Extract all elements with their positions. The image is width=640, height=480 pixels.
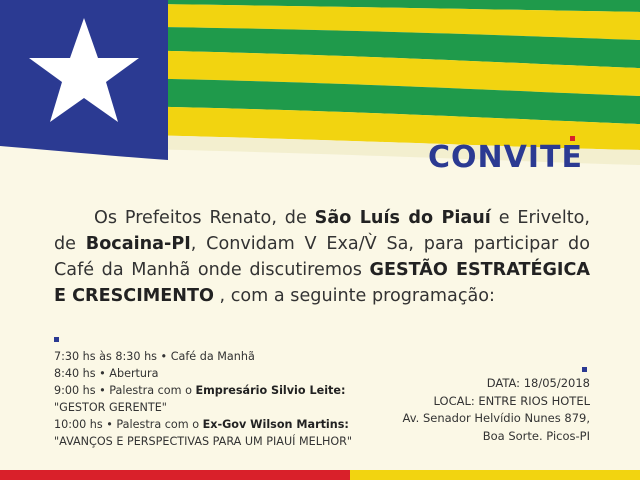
speaker-silvio: Empresário Silvio Leite: [195, 384, 346, 397]
event-theme: GESTÃO ESTRATÉGICA E CRESCIMENTO [54, 260, 590, 306]
event-city: Boa Sorte. Picos-PI [482, 428, 590, 443]
schedule-square-icon [54, 337, 59, 342]
intro-part2: e Erivelto, de [54, 208, 591, 254]
intro-part1: Os Prefeitos Renato, de [94, 208, 315, 228]
invitation-text [54, 205, 590, 309]
city-sao-luis: São Luís do Piauí [314, 208, 491, 228]
schedule-item-palestra-2-title: "AVANÇOS E PERSPECTIVAS PARA UM PIAUÍ MELHOR" [54, 435, 353, 448]
event-address: Av. Senador Helvídio Nunes 879, [402, 411, 590, 425]
schedule-item-time: 9:00 hs • Palestra com o [54, 384, 196, 397]
footer-stripe-red [0, 470, 350, 480]
venue-square-icon [582, 367, 587, 372]
schedule-item-palestra-2 [54, 416, 352, 433]
intro-part4: , com a seguinte programação: [213, 286, 495, 306]
schedule-item-cafe: 7:30 hs às 8:30 hs • Café da Manhã [54, 350, 255, 363]
event-location: LOCAL: ENTRE RIOS HOTEL [433, 393, 590, 408]
intro-part3: , Convidam V Exa/V̀ Sa, para participar do Café da Manhã onde discutiremos [54, 234, 590, 280]
speaker-wilson: Ex-Gov Wilson Martins: [202, 418, 349, 431]
schedule-item-palestra-1-title: "GESTOR GERENTE" [54, 401, 167, 414]
schedule-item-palestra-1 [54, 382, 352, 399]
city-bocaina: Bocaina-PI [85, 234, 191, 254]
schedule-list [54, 348, 352, 450]
schedule-item-time: 10:00 hs • Palestra com o [54, 418, 203, 431]
event-date: DATA: 18/05/2018 [486, 376, 590, 390]
schedule-item-abertura: 8:40 hs • Abertura [54, 367, 159, 380]
footer-stripe-yellow [350, 470, 640, 480]
page-title: CONVITE [428, 140, 583, 175]
venue-info [403, 375, 590, 445]
